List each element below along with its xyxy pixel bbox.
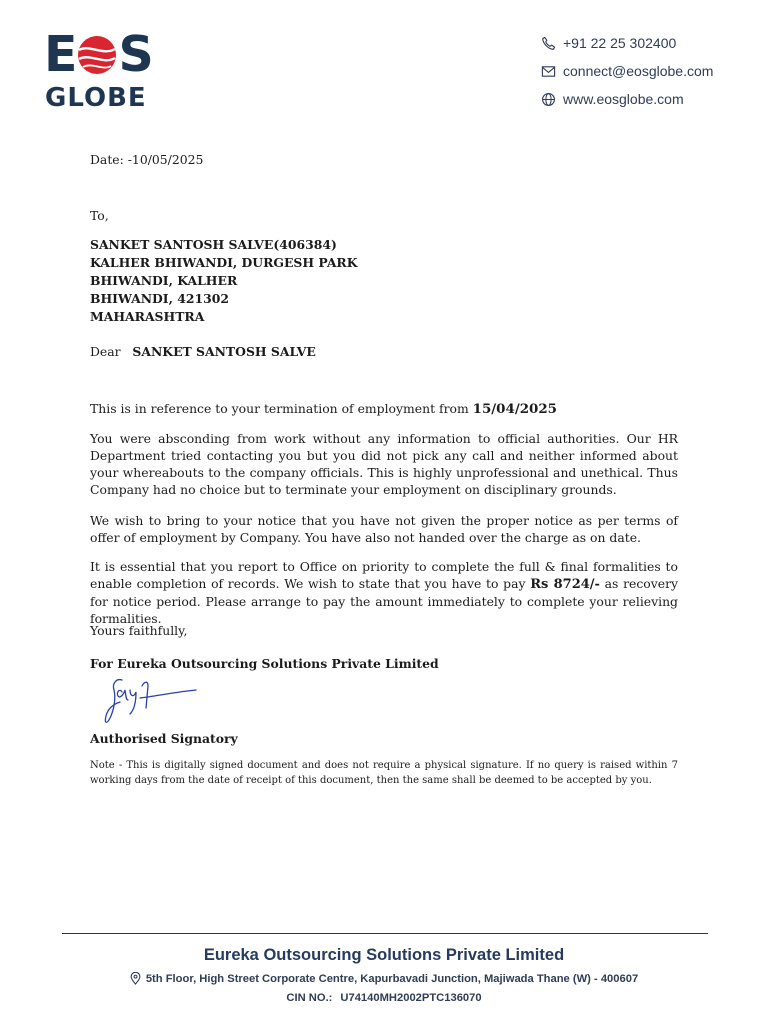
closing: Yours faithfully,: [90, 623, 188, 638]
recipient-address: [90, 236, 678, 326]
reference-paragraph: [90, 400, 678, 418]
phone-icon: [541, 36, 556, 51]
mail-icon: [541, 64, 556, 79]
address-line: SANKET SANTOSH SALVE(406384): [90, 237, 337, 252]
footer-address: [0, 972, 768, 985]
recovery-text-after: as recovery for notice period. Please arrange to pay the amount immediately to complete your relieving formalities.: [90, 576, 678, 626]
eos-globe-logo: [44, 26, 164, 114]
address-line: BHIWANDI, 421302: [90, 291, 229, 306]
digital-signature-note: Note - This is digitally signed document and does not require a physical signature. If no query is raised within 7 working days from the date of receipt of this document, then the same shall be deemed to be accepted by you.: [90, 760, 678, 786]
location-pin-icon: [130, 972, 141, 985]
contact-email[interactable]: [541, 62, 713, 80]
termination-date: 15/04/2025: [472, 401, 557, 417]
address-line: KALHER BHIWANDI, DURGESH PARK: [90, 255, 358, 270]
cin-value: U74140MH2002PTC136070: [340, 992, 482, 1004]
logo-globe-mark-icon: [77, 35, 117, 75]
footer-company-name: Eureka Outsourcing Solutions Private Limited: [203, 946, 565, 964]
contact-email-text: connect@eosglobe.com: [563, 63, 714, 79]
company-signoff: For Eureka Outsourcing Solutions Private Limited: [90, 656, 439, 671]
handwritten-signature: [100, 674, 200, 730]
footer-address-text: 5th Floor, High Street Corporate Centre, Kapurbavadi Junction, Majiwada Thane (W) - 400607: [145, 972, 639, 985]
contact-website-text: www.eosglobe.com: [563, 91, 684, 107]
address-line: MAHARASHTRA: [90, 309, 205, 324]
recovery-text-before: It is essential that you report to Office on priority to complete the full & final formalities to enable completion of records. We wish to state that you have to pay: [90, 559, 678, 591]
salutation-word: Dear: [90, 344, 121, 359]
header-contacts: [541, 34, 713, 118]
salutation-name: SANKET SANTOSH SALVE: [132, 344, 316, 359]
letter-date: Date: -10/05/2025: [90, 152, 204, 167]
notice-paragraph: We wish to bring to your notice that you have not given the proper notice as per terms of offer of employment by Company. You have also not handed over the charge as on date.: [90, 513, 678, 545]
absconding-paragraph: You were absconding from work without any information to official authorities. Our HR Department tried contacting you but you did not pick any call and neither informed about your whereabouts to the company officials. This is highly unprofessional and unethical. Thus Company had no choice but to terminate your employment on disciplinary grounds.: [90, 431, 678, 497]
recovery-paragraph: [90, 558, 678, 627]
authorised-signatory: Authorised Signatory: [90, 731, 238, 746]
letter-to: To,: [90, 208, 109, 223]
footer-cin: [0, 992, 768, 1004]
logo-wordmark-top: E S: [44, 26, 153, 83]
contact-phone-text: +91 22 25 302400: [563, 35, 677, 51]
globe-icon: [541, 92, 556, 107]
footer-divider: [62, 933, 708, 934]
salutation: [90, 343, 678, 360]
contact-phone[interactable]: [541, 34, 713, 52]
recovery-amount: Rs 8724/-: [530, 577, 600, 592]
address-line: BHIWANDI, KALHER: [90, 273, 238, 288]
contact-website[interactable]: [541, 90, 713, 108]
reference-text: This is in reference to your termination of employment from: [90, 401, 469, 416]
cin-label: CIN NO.:: [286, 992, 333, 1004]
logo-wordmark-bottom: GLOBE: [45, 83, 147, 113]
